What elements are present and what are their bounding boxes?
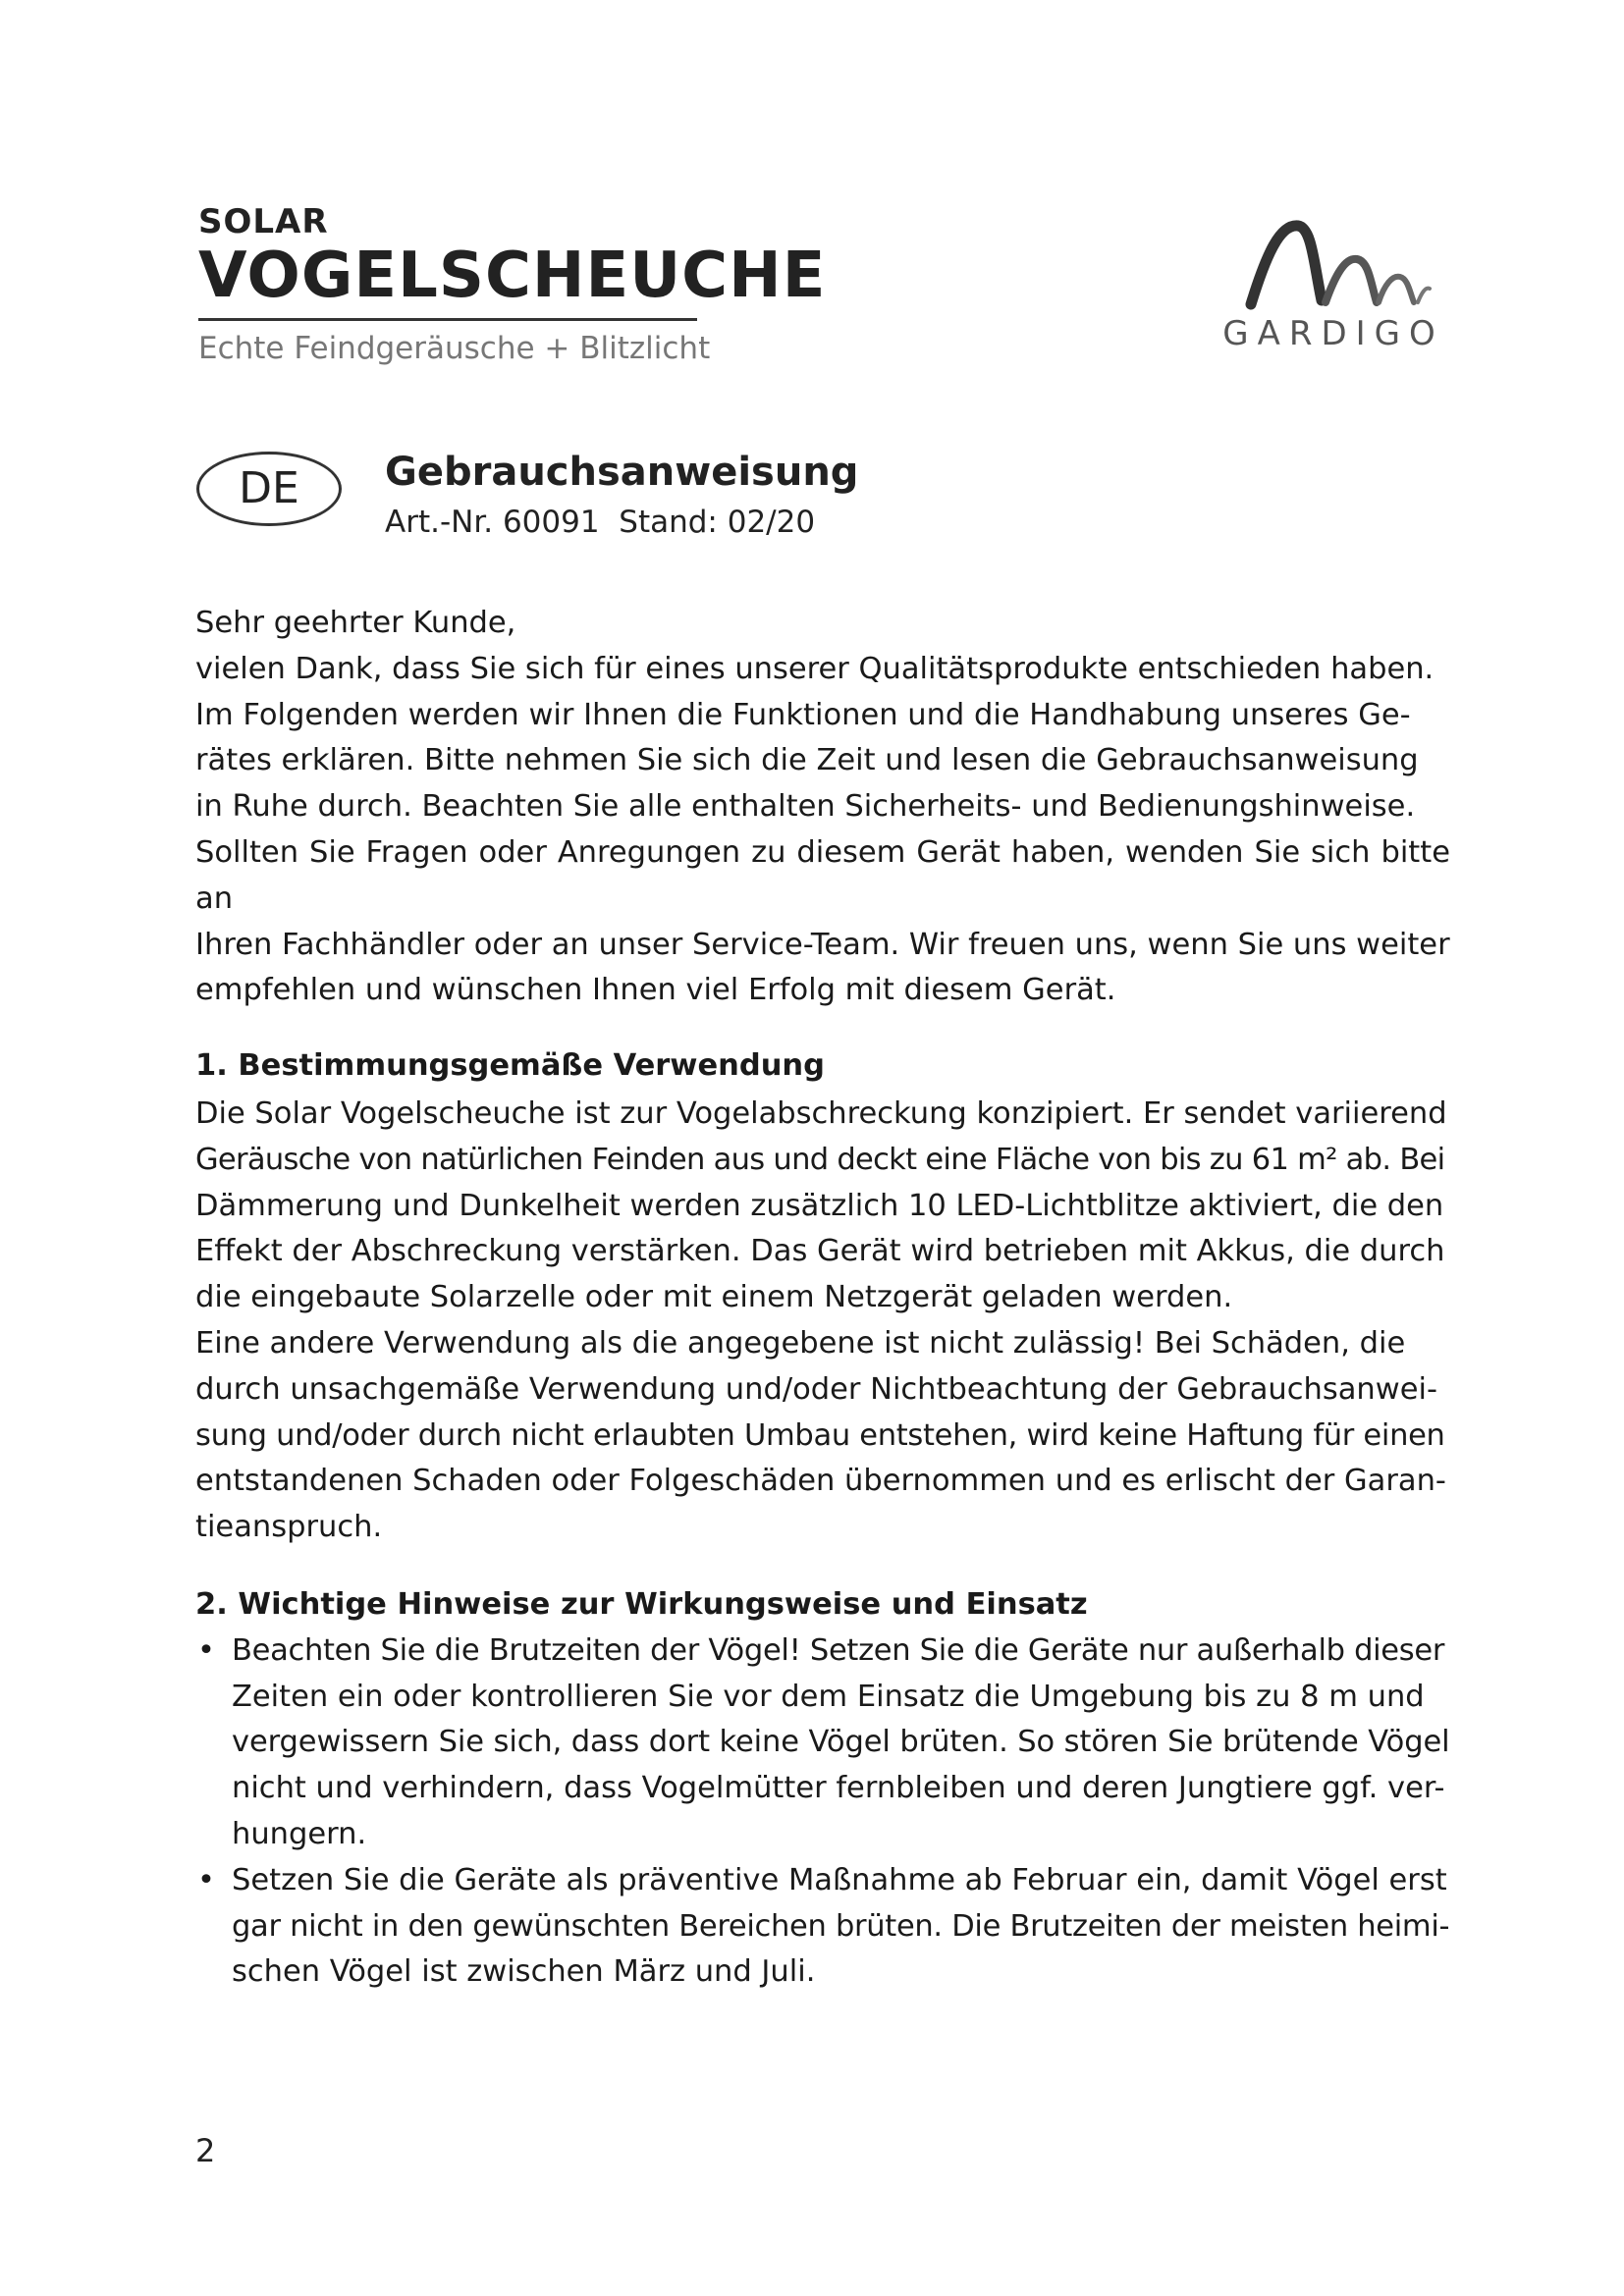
article-info (385, 505, 815, 540)
section-1-line: Die Solar Vogelscheuche ist zur Vogelabschreckung konzipiert. Er sendet variierend (195, 1095, 1447, 1131)
section-1-line: sung und/oder durch nicht erlaubten Umbau entstehen, wird keine Haftung für einen (195, 1417, 1445, 1453)
brand-tagline: Echte Feindgeräusche + Blitzlicht (198, 331, 711, 366)
list-item (195, 1858, 1450, 1996)
intro-line: vielen Dank, dass Sie sich für eines unserer Qualitätsprodukte entschieden haben. (195, 651, 1435, 686)
gardigo-wave-icon (1216, 214, 1451, 312)
logo-wordmark: GARDIGO (1222, 314, 1444, 353)
salutation: Sehr geehrter Kunde, (195, 606, 516, 640)
bullet-line: vergewissern Sie sich, dass dort keine Vögel brüten. So stören Sie brütende Vögel (232, 1725, 1450, 1760)
intro-line: Im Folgenden werden wir Ihnen die Funktionen und die Handhabung unseres Ge- (195, 697, 1411, 732)
section-1-line: Eine andere Verwendung als die angegebene ist nicht zulässig! Bei Schäden, die (195, 1325, 1406, 1361)
brand-block (198, 202, 827, 366)
section-1-line: Geräusche von natürlichen Feinden aus und deckt eine Fläche von bis zu 61 m² ab. Bei (195, 1142, 1445, 1177)
section-heading: 1. Bestimmungsgemäße Verwendung (195, 1048, 825, 1084)
article-number: Art.-Nr. 60091 (385, 505, 600, 540)
page-title: Gebrauchsanweisung (385, 450, 859, 495)
section-1-line: durch unsachgemäße Verwendung und/oder Nichtbeachtung der Gebrauchsanwei- (195, 1371, 1437, 1407)
gardigo-logo (1216, 214, 1451, 359)
section-1-line: die eingebaute Solarzelle oder mit einem Netzgerät geladen werden. (195, 1280, 1233, 1315)
section-1-line: Dämmerung und Dunkelheit werden zusätzlich 10 LED-Lichtblitze aktiviert, die den (195, 1188, 1444, 1223)
intro-line: empfehlen und wünschen Ihnen viel Erfolg mit diesem Gerät. (195, 973, 1116, 1008)
intro-paragraph (195, 647, 1450, 1014)
intro-line: Sollten Sie Fragen oder Anregungen zu diesem Gerät haben, wenden Sie sich bitte an (195, 834, 1450, 916)
bullet-line: nicht und verhindern, dass Vogelmütter fernbleiben und deren Jungtiere ggf. ver- (232, 1771, 1445, 1806)
list-item (195, 1629, 1450, 1858)
section-2 (195, 1582, 1450, 1996)
bullet-list (195, 1629, 1450, 1996)
section-heading: 2. Wichtige Hinweise zur Wirkungsweise und Einsatz (195, 1586, 1088, 1622)
section-1 (195, 1043, 1450, 1551)
section-1-line: tieanspruch. (195, 1510, 383, 1545)
bullet-line: • Setzen Sie die Geräte als präventive Maßnahme ab Februar ein, damit Vögel erst (232, 1862, 1447, 1897)
section-1-line: entstandenen Schaden oder Folgeschäden übernommen und es erlischt der Garan- (195, 1464, 1446, 1499)
bullet-line: schen Vögel ist zwischen März und Juli. (232, 1954, 816, 1990)
brand-line-solar: SOLAR (198, 202, 329, 241)
bullet-line: gar nicht in den gewünschten Bereichen brüten. Die Brutzeiten der meisten heimi- (232, 1908, 1450, 1944)
revision-stand: Stand: 02/20 (619, 505, 816, 540)
language-badge: DE (196, 452, 342, 526)
page-number: 2 (195, 2132, 216, 2169)
section-1-line: Effekt der Abschreckung verstärken. Das Gerät wird betrieben mit Akkus, die durch (195, 1234, 1445, 1269)
intro-line: rätes erklären. Bitte nehmen Sie sich die Zeit und lesen die Gebrauchsanweisung (195, 743, 1419, 778)
intro-line: Ihren Fachhändler oder an unser Service-Team. Wir freuen uns, wenn Sie uns weiter (195, 927, 1450, 962)
brand-line-vogelscheuche: VOGELSCHEUCHE (198, 240, 827, 312)
bullet-line: hungern. (232, 1816, 367, 1851)
bullet-line: Zeiten ein oder kontrollieren Sie vor dem Einsatz die Umgebung bis zu 8 m und (232, 1679, 1425, 1714)
bullet-line: • Beachten Sie die Brutzeiten der Vögel! Setzen Sie die Geräte nur außerhalb dieser (232, 1632, 1445, 1668)
intro-line: in Ruhe durch. Beachten Sie alle enthalten Sicherheits- und Bedienungshinweise. (195, 789, 1416, 825)
document-body (195, 601, 1450, 1996)
brand-divider (198, 318, 697, 321)
